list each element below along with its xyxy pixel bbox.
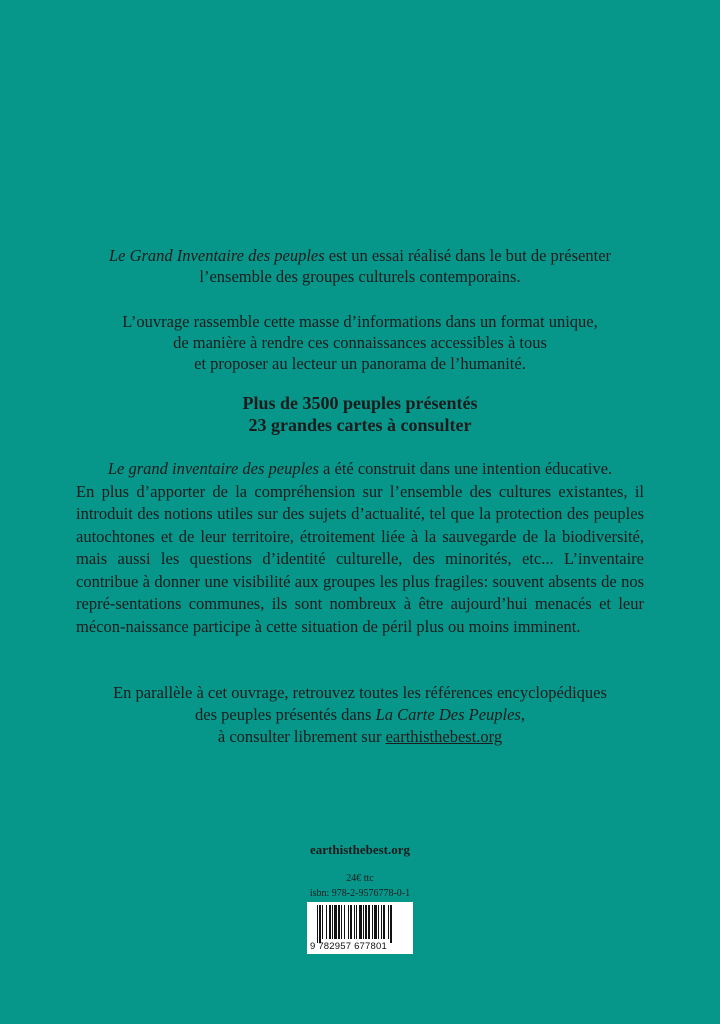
intro-line-3: L’ouvrage rassemble cette masse d’informations dans un format unique, xyxy=(122,312,598,331)
intro-section xyxy=(0,245,720,374)
barcode-bar xyxy=(374,905,377,939)
barcode-bar xyxy=(332,905,333,939)
barcode-bar xyxy=(338,905,340,939)
barcode-bars xyxy=(307,902,413,944)
barcode-bar xyxy=(326,905,327,939)
headline-line-1: Plus de 3500 peuples présentés xyxy=(242,393,478,413)
body-rest: En plus d’apporter de la compréhension sur l’ensemble des cultures existantes, il introduit des notions utiles sur des sujets d’actualité, tel que la protection des peuples autochtones et de leur territoire, étroitement liée à la sauvegarde de la biodiversité, mais aussi les questions d’identité culturelle, des minorités, etc... L’inventaire contribue à donner une visibilité aux groupes les plus fragiles: souvent absents de nos repré-sentations communes, ils sont nombreux à être aujourd’hui menacés et leur mécon-naissance participe à cette situation de péril plus ou moins imminent. xyxy=(76,481,644,636)
barcode-bar xyxy=(322,905,323,939)
barcode-bar xyxy=(344,905,345,939)
intro-book-title: Le Grand Inventaire des peuples xyxy=(108,246,325,265)
headline-line-2: 23 grandes cartes à consulter xyxy=(248,415,472,435)
barcode-bar xyxy=(348,905,349,939)
barcode-bar xyxy=(329,905,331,939)
outro-line-3 xyxy=(0,726,720,748)
barcode-bar xyxy=(390,905,392,943)
price-isbn xyxy=(0,871,720,901)
barcode xyxy=(307,902,413,954)
body-book-title: Le grand inventaire des peuples xyxy=(107,459,319,478)
barcode-bar xyxy=(383,905,385,939)
barcode-bar xyxy=(381,905,382,939)
outro-line-2-end: , xyxy=(520,705,525,724)
outro-line-3-start: à consulter librement sur xyxy=(217,727,386,746)
barcode-bar xyxy=(317,905,318,943)
website-link[interactable]: earthisthebest.org xyxy=(385,727,503,746)
isbn: isbn: 978-2-9576778-0-1 xyxy=(309,888,411,899)
barcode-bar xyxy=(388,905,389,939)
barcode-bar xyxy=(350,905,352,939)
barcode-bar xyxy=(368,905,370,939)
intro-line-4: de manière à rendre ces connaissances accessibles à tous xyxy=(173,333,547,352)
body-paragraph xyxy=(76,458,644,638)
price: 24€ ttc xyxy=(346,873,374,884)
outro-line-2 xyxy=(0,704,720,726)
barcode-bar xyxy=(365,905,367,939)
intro-line-1 xyxy=(0,245,720,266)
outro-line-2-start: des peuples présentés dans xyxy=(195,705,376,724)
intro-line-1-text: est un essai réalisé dans le but de présenter xyxy=(324,246,612,265)
barcode-bar xyxy=(378,905,379,939)
footer-site[interactable]: earthisthebest.org xyxy=(309,842,410,857)
body-first-line-text: a été construit dans une intention éducative. xyxy=(318,459,613,478)
barcode-bar xyxy=(372,905,373,939)
headline xyxy=(0,392,720,436)
outro-map-title: La Carte Des Peuples xyxy=(375,705,521,724)
barcode-digits: 9 782957 677801 xyxy=(310,941,387,952)
barcode-bar xyxy=(356,905,357,939)
barcode-bar xyxy=(341,905,342,939)
barcode-bar xyxy=(334,905,337,939)
barcode-bar xyxy=(359,905,362,939)
barcode-bar xyxy=(319,905,321,943)
barcode-bar xyxy=(354,905,355,939)
barcode-bar xyxy=(363,905,364,939)
intro-line-2: l’ensemble des groupes culturels contemporains. xyxy=(199,267,521,286)
intro-line-5: et proposer au lecteur un panorama de l’humanité. xyxy=(194,354,526,373)
outro-section xyxy=(0,682,720,748)
outro-line-1: En parallèle à cet ouvrage, retrouvez toutes les références encyclopédiques xyxy=(113,683,607,702)
body-first-line xyxy=(76,458,644,481)
